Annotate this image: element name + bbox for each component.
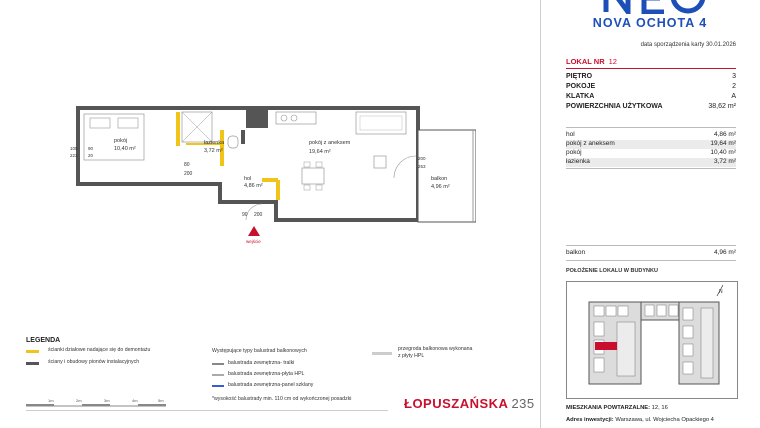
- legend-text: ściany i obudowy pionów instalacyjnych: [48, 359, 140, 365]
- dim-door-w: 80: [184, 162, 190, 168]
- scale-label: 5m: [158, 398, 164, 403]
- adres-inwestycji: [566, 417, 714, 423]
- room-row-pokoj: [566, 149, 736, 158]
- legend-title: LEGENDA: [26, 337, 61, 344]
- info-label: POWIERZCHNIA UŻYTKOWA: [566, 103, 663, 110]
- dim-left-d: 20: [88, 153, 94, 158]
- area-aneks: 19,64 m²: [309, 149, 331, 155]
- info-row-pokoje: [566, 83, 736, 93]
- room-label: hol: [566, 131, 575, 138]
- przegroda-line-1: przegroda balkonowa wykonana: [398, 346, 473, 352]
- balustrada-text: balustrada zewnętrzna-panel szklany: [228, 382, 314, 388]
- height-note: *wysokość balustrady min. 110 cm od wykończonej posadzki: [212, 396, 352, 402]
- building-location-map: [566, 281, 738, 399]
- room-row-hol: [566, 131, 736, 140]
- yellow-swatch: [26, 350, 39, 353]
- gray-swatch: [26, 362, 39, 365]
- highlighted-unit: [595, 342, 617, 350]
- info-value: 3: [732, 73, 736, 80]
- apartment-floor-plan: [66, 100, 476, 250]
- scale-label: 2m: [76, 398, 82, 403]
- info-label: POKOJE: [566, 83, 596, 90]
- room-label: balkon: [566, 249, 586, 256]
- dim-left-a: 105: [70, 146, 78, 151]
- glass-icon: [212, 385, 224, 387]
- adres-value: Warszawa, ul. Wojciecha Opackiego 4: [615, 417, 714, 423]
- area-hol: 4,86 m²: [244, 183, 263, 189]
- adres-label: Adres inwestycji:: [566, 417, 614, 423]
- entrance-arrow: [248, 226, 260, 236]
- room-value: 19,64 m²: [710, 140, 736, 147]
- street-name: ŁOPUSZAŃSKA: [404, 396, 509, 411]
- info-row-klatka: [566, 93, 736, 103]
- label-hol: hol: [244, 176, 252, 182]
- dim-entry-w: 90: [242, 212, 248, 218]
- przegroda-icon: [372, 352, 392, 355]
- building-plan-drawing: [567, 282, 737, 398]
- compass-label: N: [719, 289, 723, 295]
- mieszkania-powtarzalne: [566, 405, 668, 411]
- scale-label: 4m: [132, 398, 138, 403]
- label-aneks: pokój z aneksem: [309, 140, 351, 146]
- room-value: 4,96 m²: [713, 249, 736, 256]
- dim-left-b: 223: [70, 153, 78, 158]
- rooms-separator-bottom: [566, 168, 736, 169]
- label-balkon: balkon: [431, 176, 448, 182]
- scale-label: 3m: [104, 398, 110, 403]
- rooms-separator: [566, 127, 736, 128]
- dim-bal-h: 253: [418, 164, 426, 169]
- dim-door-h: 200: [184, 171, 193, 177]
- street-logo: [404, 396, 535, 411]
- room-label: łazienka: [566, 158, 590, 165]
- room-row-aneks: [566, 140, 736, 149]
- label-lazienka: łazienka: [204, 140, 225, 146]
- location-title: POŁOŻENIE LOKALU W BUDYNKU: [566, 268, 658, 274]
- scale-bar: [26, 398, 176, 408]
- logo-title: NOVA OCHOTA 4: [592, 16, 708, 30]
- info-row-powierzchnia: [566, 103, 736, 113]
- footer-rule: [26, 410, 388, 411]
- dim-bal-w: 200: [418, 156, 426, 161]
- panel-divider: [540, 0, 541, 428]
- scale-label: 1m: [48, 398, 54, 403]
- room-row-balkon: [566, 249, 736, 258]
- info-value: A: [731, 93, 736, 100]
- entrance-label: wejście: [246, 239, 261, 244]
- neo-logo: [598, 0, 708, 14]
- card-date: data sporządzenia karty 30.01.2026: [640, 42, 736, 48]
- info-label: KLATKA: [566, 93, 595, 100]
- info-value: 38,62 m²: [708, 103, 736, 110]
- info-row-pietro: [566, 73, 736, 83]
- dim-left-c: 90: [88, 146, 94, 151]
- info-label: PIĘTRO: [566, 73, 593, 80]
- room-row-lazienka: [566, 158, 736, 167]
- legend-text: ścianki działowe nadające się do demontażu: [48, 347, 151, 353]
- red-separator: [566, 68, 736, 69]
- street-number: 235: [511, 396, 535, 411]
- info-value: 2: [732, 83, 736, 90]
- room-label: pokój: [566, 149, 582, 156]
- tralki-icon: [212, 363, 224, 365]
- area-lazienka: 3,72 m²: [204, 148, 223, 154]
- mieszkania-value: 12, 16: [651, 405, 668, 411]
- lokal-heading: [566, 57, 617, 66]
- dim-entry-h: 200: [254, 212, 263, 218]
- lokal-label: LOKAL NR: [566, 57, 605, 66]
- przegroda-note: [398, 346, 472, 360]
- balustrady-title: Występujące typy balustrad balkonowych: [212, 348, 307, 354]
- room-value: 4,86 m²: [713, 131, 736, 138]
- room-value: 10,40 m²: [710, 149, 736, 156]
- balustrada-text: balustrada zewnętrzna- tralki: [228, 360, 295, 366]
- area-balkon: 4,96 m²: [431, 184, 450, 190]
- lokal-number: 12: [608, 57, 617, 66]
- balcony-separator-bottom: [566, 260, 736, 261]
- area-pokoj: 10,40 m²: [114, 146, 136, 152]
- balustrada-text: balustrada zewnętrzna-płyta HPL: [228, 371, 305, 377]
- hpl-icon: [212, 374, 224, 376]
- mieszkania-label: MIESZKANIA POWTARZALNE:: [566, 405, 651, 411]
- przegroda-line-2: z płyty HPL: [398, 353, 425, 359]
- room-value: 3,72 m²: [713, 158, 736, 165]
- balcony-separator: [566, 245, 736, 246]
- label-pokoj: pokój: [114, 138, 128, 144]
- room-label: pokój z aneksem: [566, 140, 615, 147]
